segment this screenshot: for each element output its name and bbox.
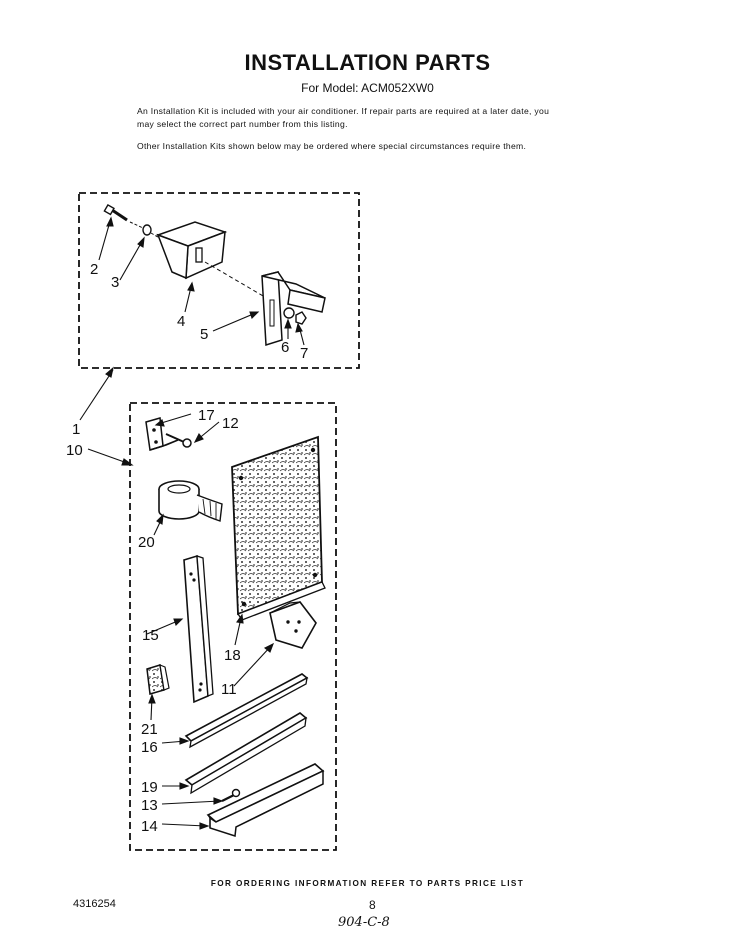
callout-13: 13	[141, 797, 158, 814]
model-subtitle: For Model: ACM052XW0	[301, 81, 434, 95]
callout-6: 6	[281, 339, 290, 356]
callout-21: 21	[141, 721, 158, 738]
callout-14: 14	[141, 818, 158, 835]
callout-3: 3	[111, 274, 120, 291]
callout-12: 12	[222, 415, 239, 432]
callout-2: 2	[90, 261, 99, 278]
part-11-clip	[270, 602, 316, 648]
page-title: INSTALLATION PARTS	[244, 50, 491, 75]
document-number: 4316254	[73, 898, 116, 910]
intro-paragraph-other-kits: Other Installation Kits shown below may be ordered where special circumstances require them.	[137, 141, 527, 151]
page-number: 8	[369, 898, 376, 912]
part-13-screw	[222, 790, 240, 802]
part-21-foam-block	[147, 665, 169, 694]
callout-20: 20	[138, 534, 155, 551]
callout-15: 15	[142, 627, 159, 644]
callout-5: 5	[200, 326, 209, 343]
callout-7: 7	[300, 345, 309, 362]
callout-11: 11	[221, 681, 237, 698]
callout-19: 19	[141, 779, 158, 796]
callout-4: 4	[177, 313, 186, 330]
handwritten-note: 904-C-8	[338, 915, 390, 930]
part-12-screw	[166, 434, 191, 447]
part-15-side-rail	[184, 556, 213, 702]
part-2-screw	[104, 205, 127, 220]
callout-1: 1	[72, 421, 81, 438]
ordering-info-note: FOR ORDERING INFORMATION REFER TO PARTS PRICE LIST	[210, 879, 525, 888]
callout-18: 18	[224, 647, 241, 664]
callout-10: 10	[66, 442, 83, 459]
intro-paragraph-kit: An Installation Kit is included with your air conditioner. If repair parts are required at a later date, you may select the correct part number from this listing.	[137, 106, 550, 129]
part-18-foam-panel	[232, 437, 325, 620]
part-6-washer	[284, 308, 294, 318]
callout-16: 16	[141, 739, 158, 756]
part-4-bracket-cover	[158, 222, 225, 278]
callout-17: 17	[198, 407, 215, 424]
part-3-washer	[143, 225, 151, 235]
part-7-nut	[296, 312, 306, 324]
part-20-tape-roll	[159, 481, 222, 521]
part-5-mounting-bracket	[262, 272, 325, 345]
upper-kit-box	[79, 193, 359, 368]
